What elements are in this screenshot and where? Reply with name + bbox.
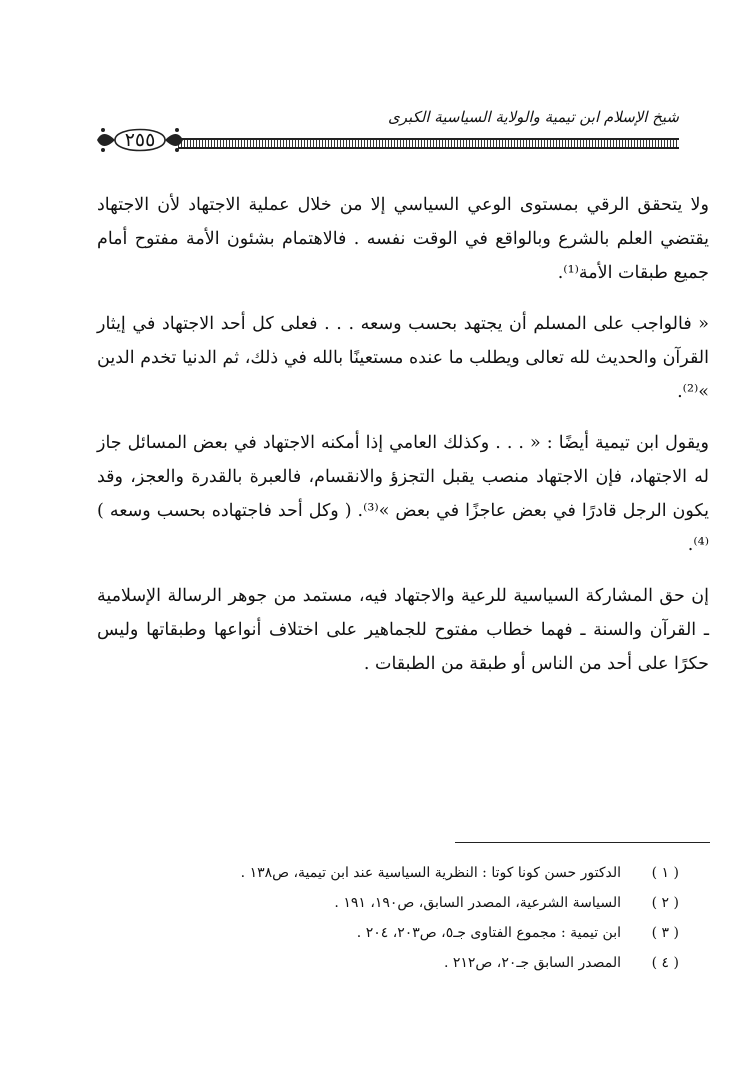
body-text [97, 188, 709, 698]
paragraph-3: ويقول ابن تيمية أيضًا : « . . . وكذلك العامي إذا أمكنه الاجتهاد في بعض المسائل جاز له الاجتهاد، فإن الاجتهاد منصب يقبل التجزؤ والانقسام، فالعبرة بالقدرة والعجز، وقد يكون الرجل قادرًا في بعض عاجزًا في بعض »⁽³⁾. ( وكل أحد فاجتهاده بحسب وسعه )⁽⁴⁾. [97, 433, 709, 555]
page-number-ornament [95, 118, 185, 162]
footnote-text: الدكتور حسن كونا كوتا : النظرية السياسية عند ابن تيمية، ص١٣٨ . [240, 865, 621, 881]
footnote-text: المصدر السابق جـ٢٠، ص٢١٢ . [443, 955, 621, 971]
running-title: شيخ الإسلام ابن تيمية والولاية السياسية الكبرى [387, 108, 679, 126]
footnote-3 [79, 918, 679, 948]
paragraph-1: ولا يتحقق الرقي بمستوى الوعي السياسي إلا من خلال عملية الاجتهاد لأن الاجتهاد يقتضي العلم بالشرع وبالواقع في الوقت نفسه . فالاهتمام بشئون الأمة مفتوح أمام جميع طبقات الأمة⁽¹⁾. [97, 195, 709, 283]
footnote-text: ابن تيمية : مجموع الفتاوى جـ٥، ص٢٠٣، ٢٠٤ . [356, 925, 621, 941]
footnote-separator [455, 842, 710, 843]
footnote-number: ( ٣ ) [651, 925, 679, 941]
footnote-1 [79, 858, 679, 888]
footnote-number: ( ٢ ) [651, 895, 679, 911]
header-rule [178, 138, 679, 149]
footnote-number: ( ٤ ) [651, 955, 679, 971]
page-number: ٢٥٥ [124, 129, 156, 151]
footnotes [79, 858, 679, 978]
footnote-2 [79, 888, 679, 918]
footnote-4 [79, 948, 679, 978]
paragraph-4: إن حق المشاركة السياسية للرعية والاجتهاد فيه، مستمد من جوهر الرسالة الإسلامية ـ القرآن والسنة ـ فهما خطاب مفتوح للجماهير على اختلاف أنواعها وطبقاتها وليس حكرًا على أحد من الناس أو طبقة من الطبقات . [97, 586, 709, 674]
footnote-number: ( ١ ) [651, 865, 679, 881]
footnote-text: السياسة الشرعية، المصدر السابق، ص١٩٠، ١٩١ . [334, 895, 621, 911]
paragraph-2: « فالواجب على المسلم أن يجتهد بحسب وسعه . . . فعلى كل أحد الاجتهاد في إيثار القرآن والحديث لله تعالى ويطلب ما عنده مستعينًا بالله في ذلك، ثم الدنيا تخدم الدين »⁽²⁾. [97, 314, 709, 402]
